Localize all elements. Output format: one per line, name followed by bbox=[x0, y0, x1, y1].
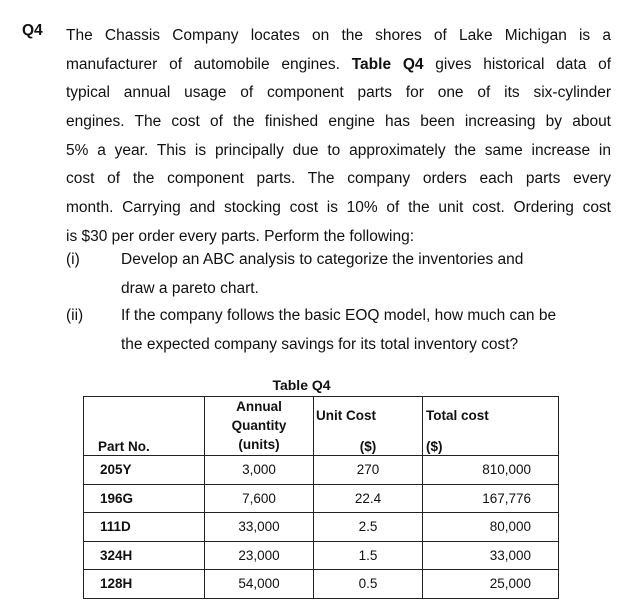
table-header-row bbox=[84, 397, 559, 456]
table-row bbox=[84, 484, 559, 513]
cell-total-cost: 25,000 bbox=[423, 570, 559, 599]
header-annual-line: (units) bbox=[238, 437, 280, 452]
cell-unit-cost: 22.4 bbox=[314, 484, 423, 513]
header-annual-line: Annual bbox=[236, 399, 282, 414]
question-line: engines. The cost of the finished engine has been increasing by about bbox=[66, 113, 611, 131]
cell-unit-cost: 1.5 bbox=[314, 541, 423, 570]
question-line: 5% a year. This is principally due to approximately the same increase in bbox=[66, 141, 611, 159]
task-text-line: Develop an ABC analysis to categorize the inventories and bbox=[121, 251, 524, 268]
task-text-line: If the company follows the basic EOQ model, how much can be bbox=[121, 307, 557, 324]
cell-unit-cost: 270 bbox=[314, 456, 423, 485]
cell-total-cost: 80,000 bbox=[423, 513, 559, 542]
question-line: is $30 per order every parts. Perform the following: bbox=[66, 227, 415, 245]
cell-part-no: 128H bbox=[84, 570, 205, 599]
question-line-with-bold: manufacturer of automobile engines. Table Q4 gives historical data of bbox=[66, 55, 611, 73]
cell-quantity: 54,000 bbox=[205, 570, 314, 599]
cell-unit-cost: 2.5 bbox=[314, 513, 423, 542]
header-part-no: Part No. bbox=[84, 397, 205, 456]
header-total-cost-label: Total cost bbox=[426, 408, 489, 423]
table-row bbox=[84, 541, 559, 570]
header-unit-cost-unit: ($) bbox=[359, 439, 377, 454]
task-text-line: the expected company savings for its total inventory cost? bbox=[121, 335, 519, 353]
cell-quantity: 3,000 bbox=[205, 456, 314, 485]
header-total-cost-unit: ($) bbox=[426, 439, 443, 454]
cell-part-no: 324H bbox=[84, 541, 205, 570]
table-row bbox=[84, 456, 559, 485]
question-line: The Chassis Company locates on the shores of Lake Michigan is a bbox=[66, 27, 611, 44]
cell-total-cost: 33,000 bbox=[423, 541, 559, 570]
table-row bbox=[84, 570, 559, 599]
question-line: month. Carrying and stocking cost is 10% of the unit cost. Ordering cost bbox=[66, 199, 611, 217]
header-annual-quantity bbox=[205, 397, 314, 456]
cell-unit-cost: 0.5 bbox=[314, 570, 423, 599]
cell-part-no: 205Y bbox=[84, 456, 205, 485]
question-line: cost of the component parts. The company orders each parts every bbox=[66, 170, 611, 188]
table-row bbox=[84, 513, 559, 542]
header-unit-cost-label: Unit Cost bbox=[316, 408, 376, 423]
cell-quantity: 23,000 bbox=[205, 541, 314, 570]
task-label: (ii) bbox=[66, 307, 84, 324]
task-text-line: draw a pareto chart. bbox=[121, 279, 259, 297]
header-annual-line: Quantity bbox=[231, 418, 287, 433]
cell-part-no: 111D bbox=[84, 513, 205, 542]
header-total-cost bbox=[423, 397, 559, 456]
cell-total-cost: 167,776 bbox=[423, 484, 559, 513]
cell-quantity: 33,000 bbox=[205, 513, 314, 542]
question-number: Q4 bbox=[22, 22, 43, 39]
parts-table bbox=[83, 396, 559, 599]
task-label: (i) bbox=[66, 251, 80, 268]
cell-part-no: 196G bbox=[84, 484, 205, 513]
cell-quantity: 7,600 bbox=[205, 484, 314, 513]
question-line: typical annual usage of component parts for one of its six-cylinder bbox=[66, 84, 611, 102]
table-reference: Table Q4 bbox=[351, 55, 424, 73]
question-paragraph bbox=[66, 22, 611, 252]
cell-total-cost: 810,000 bbox=[423, 456, 559, 485]
header-unit-cost bbox=[314, 397, 423, 456]
table-caption: Table Q4 bbox=[272, 377, 331, 393]
